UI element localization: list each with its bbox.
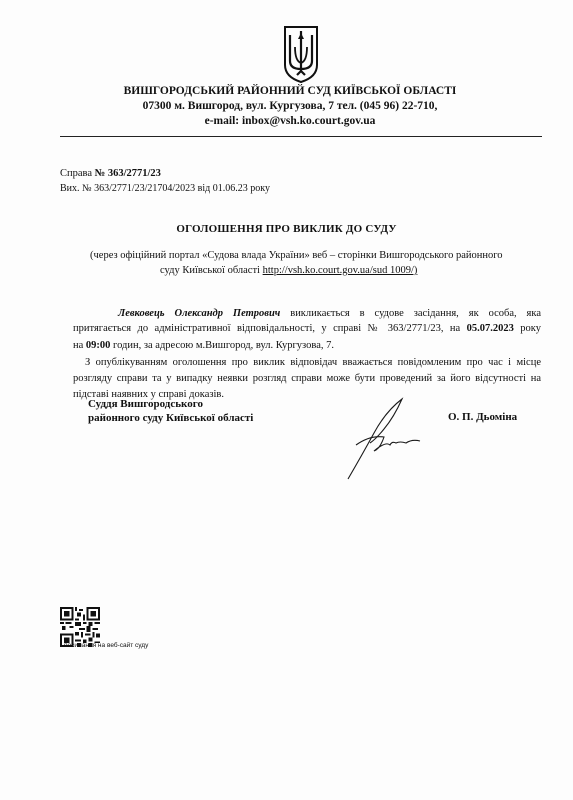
summoned-person: Левковець Олександр Петрович [118,308,281,319]
judge-title-line2: районного суду Київської області [88,412,254,424]
body-line-2 [73,321,541,336]
court-address: 07300 м. Вишгород, вул. Кургузова, 7 тел. (045 96) 22-710, [142,100,438,112]
hearing-date: 05.07.2023 [466,323,514,334]
hearing-time: 09:00 [85,340,111,351]
handwritten-signature [340,395,430,485]
court-website-link[interactable]: http://vsh.ko.court.gov.ua/sud 1009/) [262,265,418,276]
outgoing-number: Вих. № 363/2771/23/21704/2023 від 01.06.23 року [60,183,270,194]
qr-code-caption: посилання на веб-сайт суду [64,642,149,649]
body-line-3-a: на [73,340,86,351]
via-portal-line1: (через офіційний портал «Судова влада України» веб – сторінки Вишгородського районного [90,250,503,261]
body-line-6: підставі наявних у справі доказів. [73,389,225,400]
body-line-2-b: року [513,323,541,334]
body-line-5: розгляду справи та у випадку неявки розгляд справи може бути проведений за його відсутності на [73,373,541,384]
body-line-4: З опублікуванням оголошення про виклик відповідач вважається повідомленим про час і місце [85,357,541,368]
body-line-1-rest: викликається в судове засідання, як особа, яка [280,308,541,319]
document-title: ОГОЛОШЕННЯ ПРО ВИКЛИК ДО СУДУ [176,223,397,235]
body-line-3-b: годин, за адресою м.Вишгород, вул. Кургузова, 7. [110,340,334,351]
court-name: ВИШГОРОДСЬКИЙ РАЙОННИЙ СУД КИЇВСЬКОЇ ОБЛАСТІ [123,85,457,97]
case-number-value: № 363/2771/23 [94,168,161,179]
court-email: e-mail: inbox@vsh.ko.court.gov.ua [204,115,376,127]
body-line-2-a: притягається до адміністративної відповідальності, у справі № 363/2771/23, на [73,323,467,334]
body-line-3 [73,338,541,353]
header-divider [60,136,542,137]
judge-title-line1: Суддя Вишгородського [88,398,203,410]
via-portal-prefix: суду Київської області [160,265,263,276]
judge-name: О. П. Дьоміна [448,411,518,423]
case-prefix: Справа [60,168,95,179]
body-line-1 [118,306,541,321]
case-number [60,167,161,181]
trident-coat-of-arms-icon [283,25,319,83]
via-portal-line2 [160,263,417,278]
